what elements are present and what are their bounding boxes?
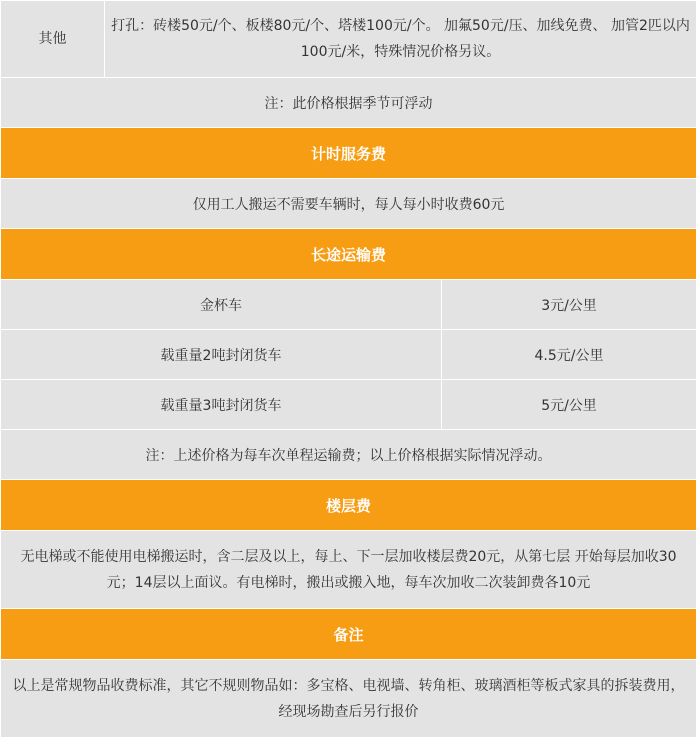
- floor-text: 无电梯或不能使用电梯搬运时，含二层及以上，每上、下一层加收楼层费20元，从第七层 开始每层加收30元；14层以上面议。有电梯时，搬出或搬入地，每车次加收二次装卸费各10元: [1, 531, 697, 609]
- vehicle-name: 载重量2吨封闭货车: [1, 330, 442, 380]
- season-note: 注：此价格根据季节可浮动: [1, 78, 697, 128]
- vehicle-row: [1, 280, 697, 330]
- floor-heading-row: [1, 480, 697, 531]
- long-distance-heading: 长途运输费: [1, 229, 697, 280]
- vehicle-row: [1, 330, 697, 380]
- vehicle-price: 4.5元/公里: [442, 330, 697, 380]
- hourly-text: 仅用工人搬运不需要车辆时，每人每小时收费60元: [1, 179, 697, 229]
- season-note-row: [1, 78, 697, 128]
- remark-heading: 备注: [1, 609, 697, 660]
- long-distance-note-row: [1, 430, 697, 480]
- remark-text-row: [1, 660, 697, 738]
- other-text: 打孔：砖楼50元/个、板楼80元/个、塔楼100元/个。 加氟50元/压、加线免费、 加管2匹以内100元/米，特殊情况价格另议。: [105, 1, 697, 78]
- hourly-heading-row: [1, 128, 697, 179]
- remark-heading-row: [1, 609, 697, 660]
- floor-heading: 楼层费: [1, 480, 697, 531]
- long-distance-heading-row: [1, 229, 697, 280]
- remark-text: 以上是常规物品收费标准，其它不规则物品如：多宝格、电视墙、转角柜、玻璃酒柜等板式家具的拆装费用，经现场勘查后另行报价: [1, 660, 697, 738]
- hourly-heading: 计时服务费: [1, 128, 697, 179]
- vehicle-price: 3元/公里: [442, 280, 697, 330]
- vehicle-name: 载重量3吨封闭货车: [1, 380, 442, 430]
- hourly-text-row: [1, 179, 697, 229]
- floor-text-row: [1, 531, 697, 609]
- vehicle-name: 金杯车: [1, 280, 442, 330]
- long-distance-note: 注：上述价格为每车次单程运输费；以上价格根据实际情况浮动。: [1, 430, 697, 480]
- other-label: 其他: [1, 1, 105, 78]
- other-row: [1, 1, 697, 78]
- vehicle-price: 5元/公里: [442, 380, 697, 430]
- vehicle-row: [1, 380, 697, 430]
